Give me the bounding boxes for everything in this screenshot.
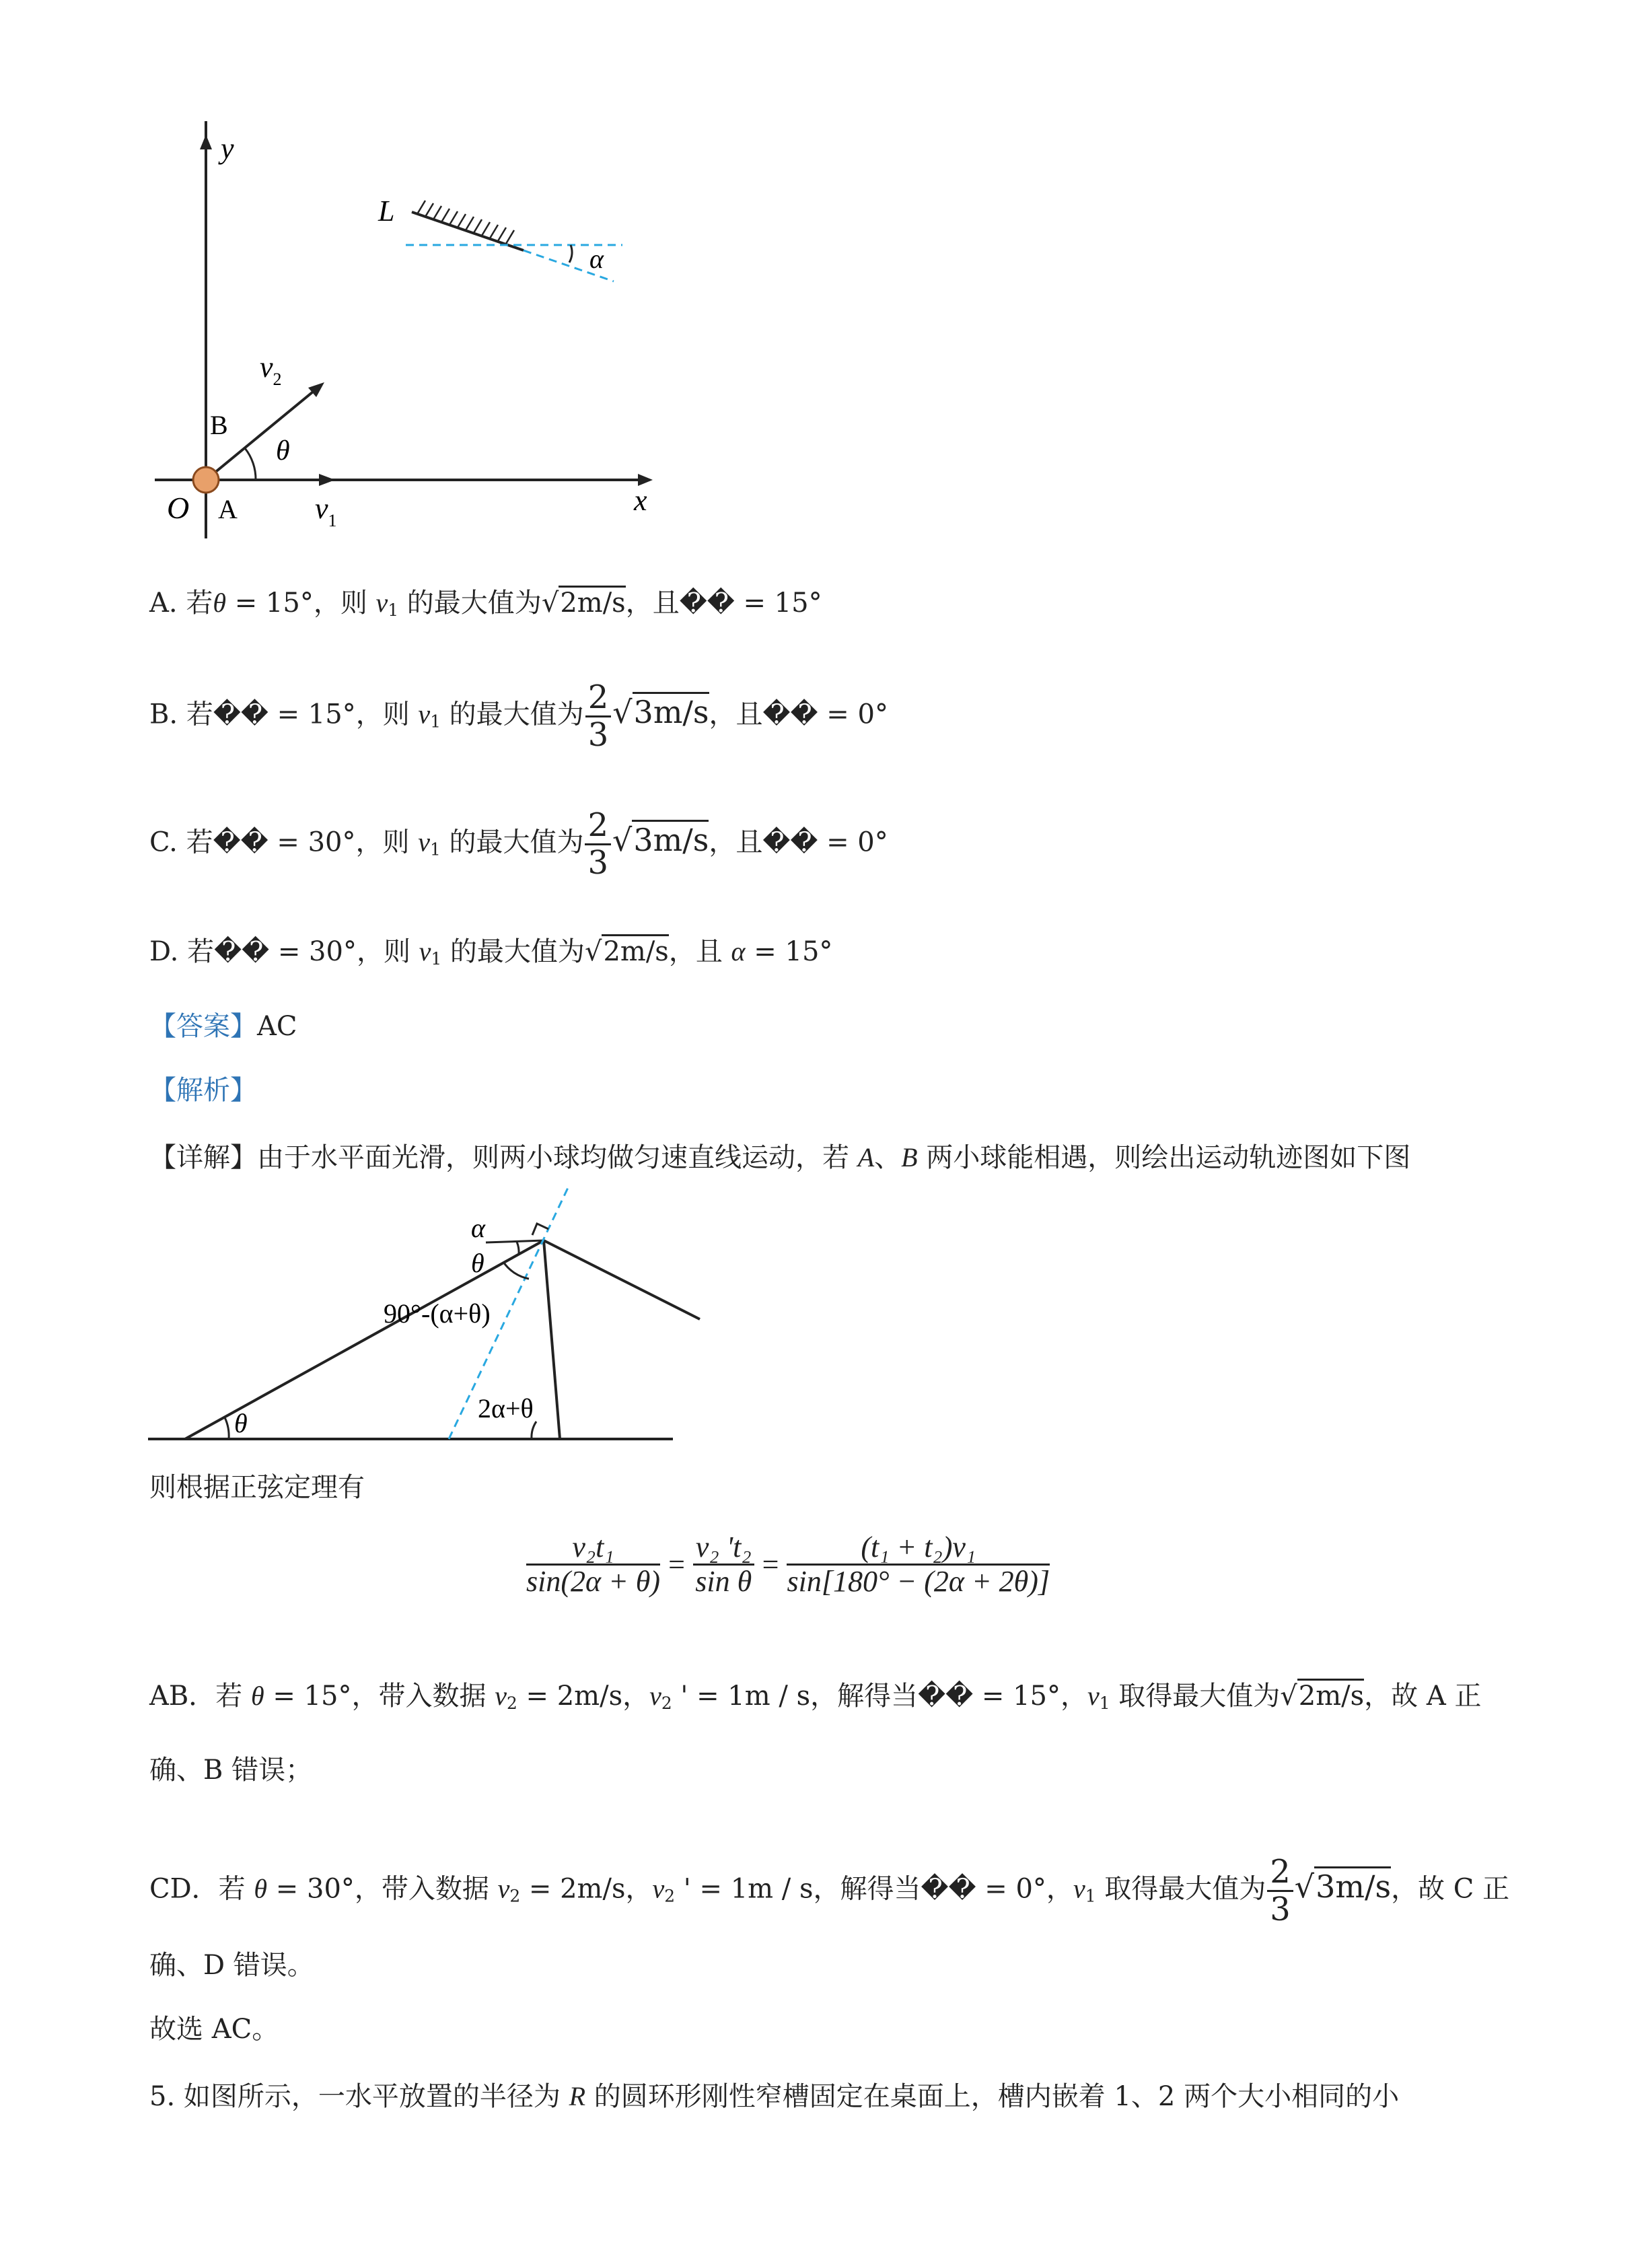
option-c: C. 若�� = 30°，则 $v_1$ 的最大值为 $\frac{2}{3}$ √3m/s，且�� = 0° [149,806,888,882]
sine-law-intro: 则根据正弦定理有 [149,1472,365,1503]
angle-bottom-label: 2α+θ [478,1393,534,1424]
theta-label: θ [276,435,290,466]
ab-solution: AB．若 θ = 15°，带入数据 $v_2 = 2m/s$，$v_2$ ' = 1m / s，解得当�� = 15°，$v_1$ 取得最大值为√2m/s，故 A 正 [149,1683,1481,1712]
conclusion: 故选 AC。 [149,2014,279,2045]
fraction: $\frac{2}{3}$ [585,808,611,881]
cd-solution-cont: 确、D 错误。 [149,1950,314,1981]
v2-label: $v_2$ [260,351,282,389]
theta-arc [245,448,256,480]
figure-triangle-diagram [148,1185,713,1454]
option-d: D. 若�� = 30°，则 $v_1$ 的最大值为√2m/s，且 α = 15° [149,938,832,968]
option-b: B. 若�� = 15°，则 $v_1$ 的最大值为 $\frac{2}{3}$ √3m/s，且�� = 0° [149,678,888,754]
alpha-label: α [589,244,604,274]
wall-line [544,1240,700,1319]
ball-A-label: A [218,494,238,524]
analysis-label: 【解析】 [149,1075,257,1106]
answer: 【答案】AC [149,1011,297,1042]
ball [193,467,219,493]
fraction: $\frac{2}{3}$ [585,680,612,753]
detail-paragraph: 【详解】由于水平面光滑，则两小球均做匀速直线运动，若 A、B 两小球能相遇，则绘出运动轨迹图如下图 [149,1142,1411,1173]
ab-solution-cont: 确、B 错误； [149,1755,313,1786]
sine-law-formula: $\frac{\text{v₂t₁}}{\sin(2\alpha + \theta)}$ = $\frac{\text{v₂ 't₂}}{\text{sin θ}}$ = $\frac{\text{(t₁ + t₂)v₁}}{\sin[180^\circ - (2\alpha + 2\theta)]}$ [526,1531,1050,1599]
y-axis-label: y [221,132,234,165]
sqrt-sign: √2m/s [542,590,626,617]
alpha-label: α [471,1213,485,1243]
v1-label: $v_1$ [315,492,337,530]
x-axis-label: x [634,484,647,517]
theta-bottom-label: θ [234,1408,248,1438]
v1-arrowhead [319,474,335,486]
wall-hatching [417,201,514,244]
cd-solution: CD．若 θ = 30°，带入数据 $v_2 = 2m/s$，$v_2$ ' = 1m / s，解得当�� = 0°，$v_1$ 取得最大值为 $\frac{2}{3}$ √3m/s，故 C 正 [149,1853,1510,1928]
y-axis-arrow [200,135,212,149]
theta-top-label: θ [471,1248,484,1278]
right-angle-mark [532,1224,548,1235]
figure-coordinate-diagram [135,121,673,538]
fraction: $\frac{2}{3}$ [1267,1854,1293,1928]
rebound-path [544,1240,560,1439]
ball-B-label: B [210,410,228,440]
alpha-arc [569,245,572,262]
question-5: 5. 如图所示，一水平放置的半径为 R 的圆环形刚性窄槽固定在桌面上，槽内嵌着 1、2 两个大小相同的小 [149,2081,1400,2112]
origin-label: O [167,491,190,525]
option-a: A. 若θ = 15°，则 $v_1$ 的最大值为√2m/s，且�� = 15° [149,590,822,619]
top-horizontal [486,1240,544,1242]
angle-expression-label: 90°-(α+θ) [384,1298,491,1329]
wall-label: L [378,195,395,227]
